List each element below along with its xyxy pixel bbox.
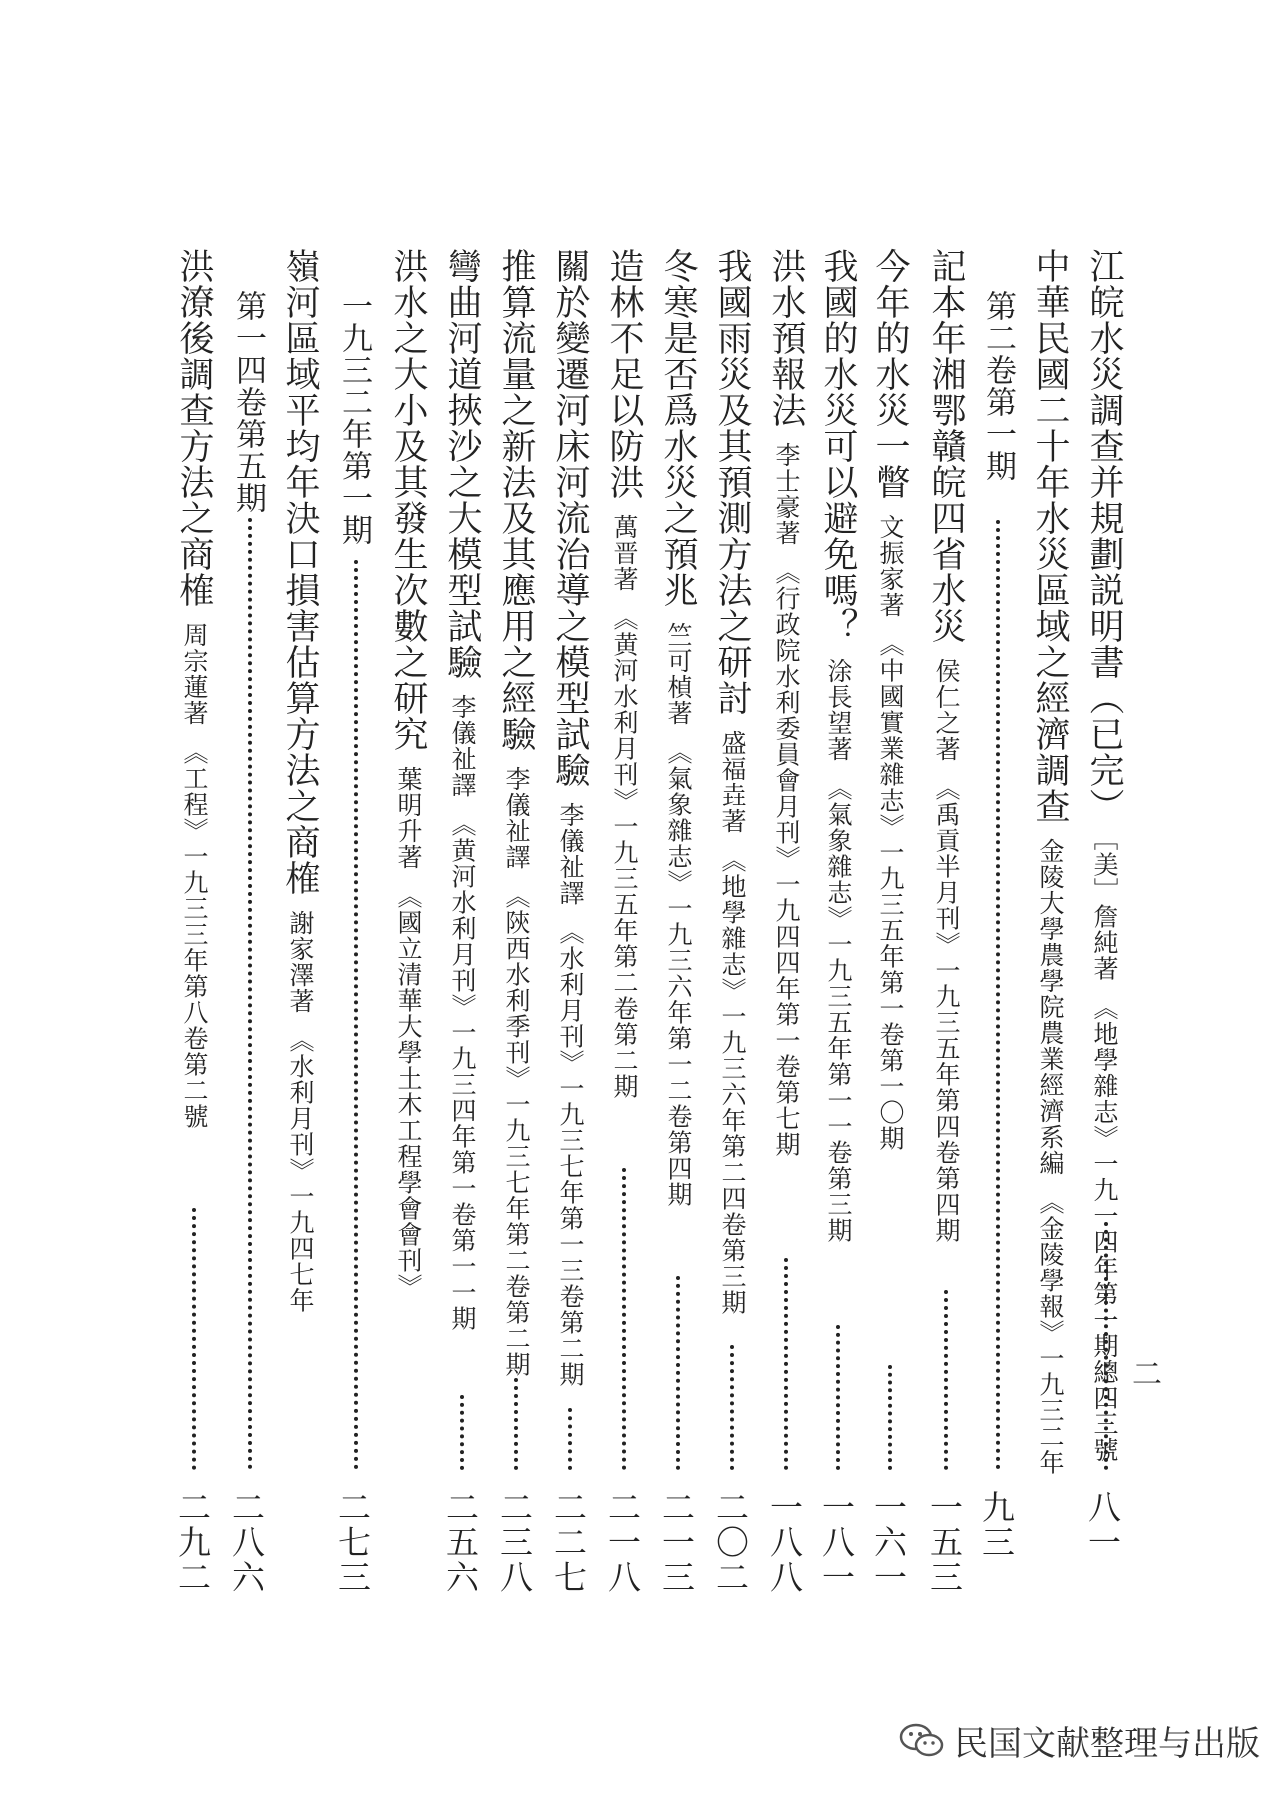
entry-page[interactable]: 二八六 — [227, 1490, 266, 1595]
entry-page[interactable]: 二九二 — [173, 1490, 212, 1595]
entry-details: 謝家澤著 《水利月刊》一九四七年 — [286, 910, 315, 1314]
entry-title: 第一四卷第五期 — [230, 290, 266, 514]
entry-details: 金陵大學農學院農業經濟系編 《金陵學報》一九三二年 — [1036, 838, 1065, 1476]
dot-leader — [676, 1276, 680, 1470]
toc-entry — [818, 248, 858, 1244]
entry-title: 關於變遷河床河流治導之模型試驗 — [550, 248, 590, 788]
entry-title: 洪水之大小及其發生次數之研究 — [388, 248, 428, 752]
dot-leader — [996, 520, 1000, 1470]
toc-entry — [870, 248, 910, 1152]
toc-entry-continuation — [980, 290, 1016, 482]
toc-entry — [442, 248, 482, 1332]
toc-entry-continuation — [230, 290, 266, 514]
toc-entry — [604, 248, 644, 1100]
dot-leader — [192, 1208, 196, 1470]
entry-details: 竺可楨著 《氣象雜志》一九三六年第一二卷第四期 — [664, 622, 693, 1208]
toc-entry — [712, 248, 752, 1316]
entry-title: 今年的水災一瞥 — [870, 248, 910, 500]
entry-title: 一九三二年第一期 — [336, 290, 372, 546]
dot-leader — [888, 1365, 892, 1470]
toc-entry-continuation — [336, 290, 372, 546]
entry-details: 李儀祉譯 《水利月刊》一九三七年第一三卷第二期 — [556, 802, 585, 1388]
entry-details: 李儀祉譯 《陝西水利季刊》一九三七年第二卷第二期 — [502, 766, 531, 1378]
toc-entry — [174, 248, 214, 1130]
entry-title: 洪水預報法 — [766, 248, 806, 428]
dot-leader — [1104, 1222, 1108, 1470]
toc-entry — [1030, 248, 1070, 1476]
toc-entry — [658, 248, 698, 1208]
toc-entry — [496, 248, 536, 1378]
dot-leader — [568, 1408, 572, 1470]
dot-leader — [460, 1395, 464, 1470]
entry-title: 嶺河區域平均年決口損害估算方法之商榷 — [280, 248, 320, 896]
toc-entry — [766, 248, 806, 1158]
entry-details: 葉明升著 《國立清華大學土木工程學會會刊》 — [394, 766, 423, 1300]
dot-leader — [730, 1345, 734, 1470]
entry-title: 我國的水災可以避免嗎？ — [818, 248, 858, 644]
entry-page[interactable]: 一五三 — [925, 1490, 964, 1595]
toc-entry — [926, 248, 966, 1244]
entry-title: 推算流量之新法及其應用之經驗 — [496, 248, 536, 752]
entry-page[interactable]: 二七三 — [333, 1490, 372, 1595]
entry-page[interactable]: 九三 — [977, 1490, 1016, 1560]
entry-page[interactable]: 一八八 — [765, 1490, 804, 1595]
dot-leader — [836, 1325, 840, 1470]
entry-title: 我國雨災及其預測方法之研討 — [712, 248, 752, 716]
entry-page[interactable]: 一八一 — [817, 1490, 856, 1595]
entry-title: 第二卷第一期 — [980, 290, 1016, 482]
entry-title: 洪潦後調查方法之商榷 — [174, 248, 214, 608]
wechat-icon — [898, 1721, 946, 1761]
toc-entry — [550, 248, 590, 1388]
entry-page[interactable]: 二五六 — [441, 1490, 480, 1595]
entry-page[interactable]: 二三八 — [495, 1490, 534, 1595]
entry-title: 中華民國二十年水災區域之經濟調查 — [1030, 248, 1070, 824]
entry-title: 彎曲河道挾沙之大模型試驗 — [442, 248, 482, 680]
dot-leader — [248, 518, 252, 1470]
watermark-text: 民国文献整理与出版 — [954, 1724, 1260, 1764]
toc-entry — [280, 248, 320, 1314]
entry-page[interactable]: 八一 — [1083, 1490, 1122, 1560]
entry-details: ［美］詹純著 《地學雜志》一九一四年第一期總四三號 — [1090, 838, 1119, 1463]
page-number: 二 — [1126, 1358, 1161, 1388]
entry-details: 李士豪著 《行政院水利委員會月刊》一九四四年第一卷第七期 — [772, 442, 801, 1158]
entry-title: 記本年湘鄂贛皖四省水災 — [926, 248, 966, 644]
entry-details: 文振家著 《中國實業雜志》一九三五年第一卷第一〇期 — [876, 514, 905, 1152]
dot-leader — [622, 1168, 626, 1470]
dot-leader — [944, 1290, 948, 1470]
toc-entry — [388, 248, 428, 1300]
entry-details: 侯仁之著 《禹貢半月刊》一九三五年第四卷第四期 — [932, 658, 961, 1244]
watermark — [898, 1716, 1260, 1765]
dot-leader — [784, 1258, 788, 1470]
entry-title: 冬寒是否爲水災之預兆 — [658, 248, 698, 608]
entry-details: 盛福垚著 《地學雜志》一九三六年第二四卷第三期 — [718, 730, 747, 1316]
entry-page[interactable]: 二一八 — [603, 1490, 642, 1595]
entry-page[interactable]: 二〇二 — [711, 1490, 750, 1595]
dot-leader — [514, 1378, 518, 1470]
entry-details: 周宗蓮著 《工程》一九三三年第八卷第二號 — [180, 622, 209, 1130]
entry-details: 李儀祉譯 《黄河水利月刊》一九三四年第一卷第一一期 — [448, 694, 477, 1332]
dot-leader — [354, 560, 358, 1470]
entry-page[interactable]: 一六一 — [869, 1490, 908, 1595]
entry-title: 江皖水災調查并規劃説明書（已完） — [1084, 248, 1124, 824]
entry-page[interactable]: 二二七 — [549, 1490, 588, 1595]
entry-page[interactable]: 二一三 — [657, 1490, 696, 1595]
entry-title: 造林不足以防洪 — [604, 248, 644, 500]
entry-details: 涂長望著 《氣象雜志》一九三五年第一一卷第三期 — [824, 658, 853, 1244]
entry-details: 萬晋著 《黄河水利月刊》一九三五年第二卷第二期 — [610, 514, 639, 1100]
